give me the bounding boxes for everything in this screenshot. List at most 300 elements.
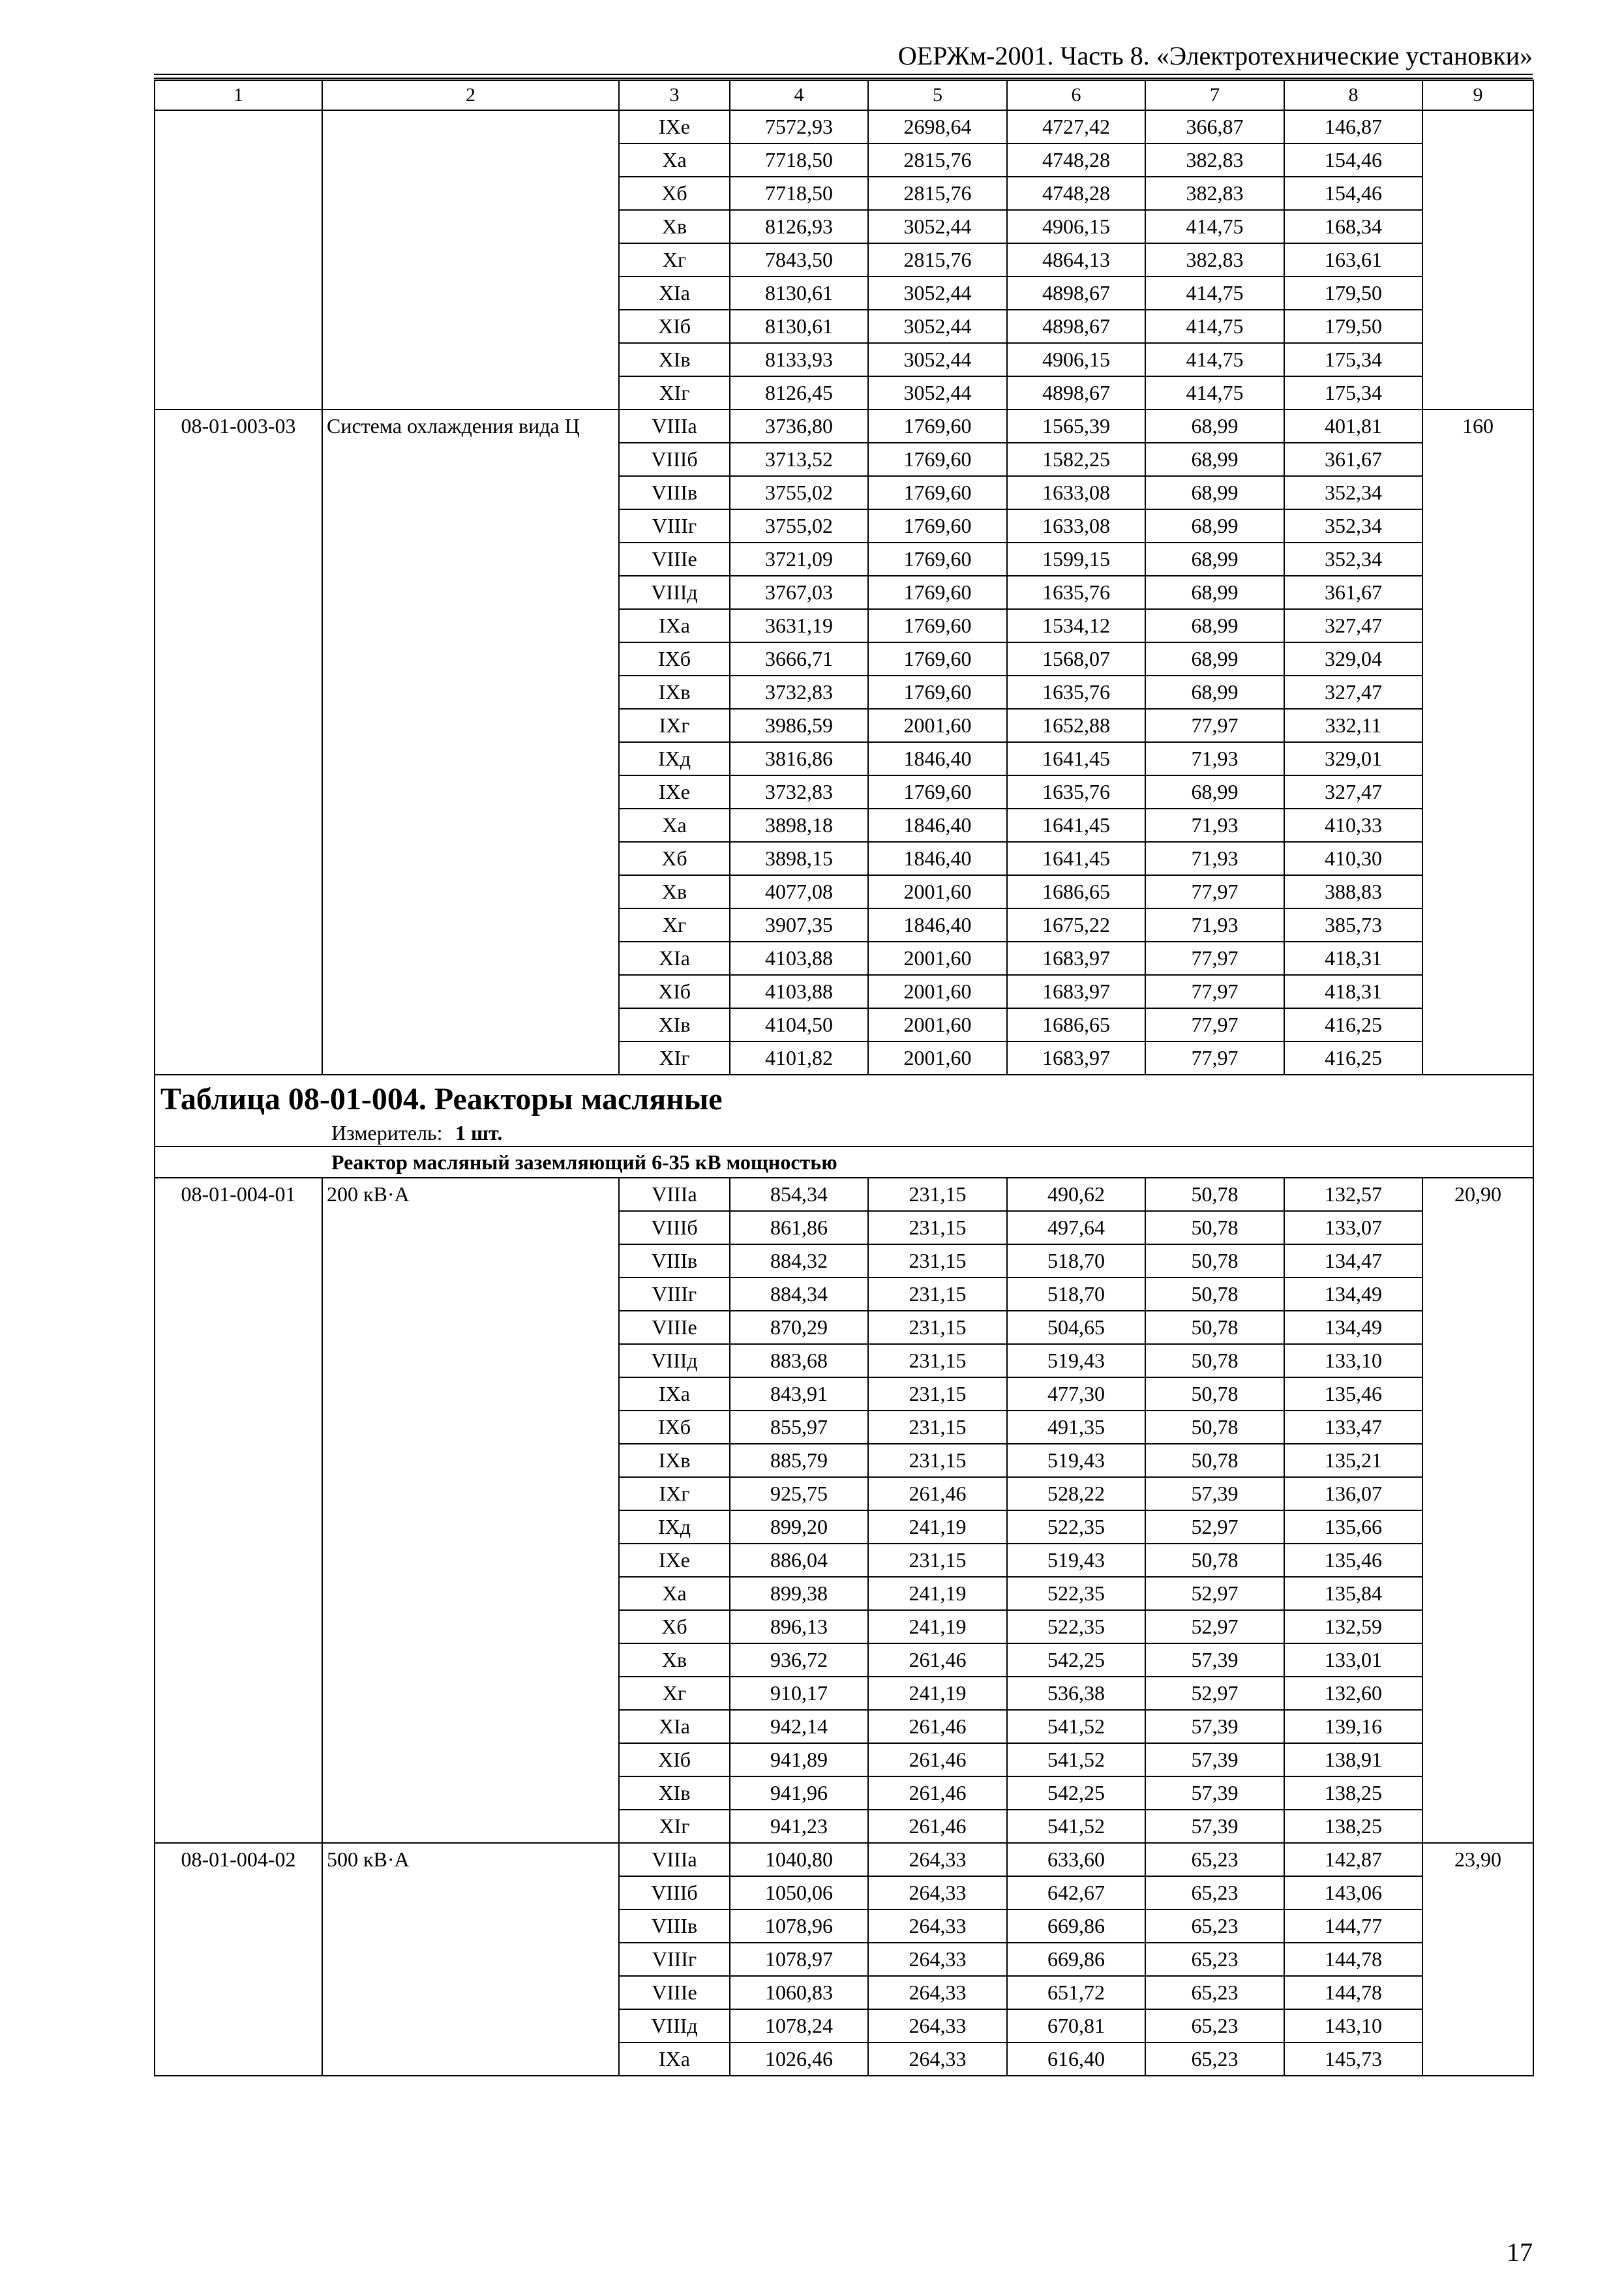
value-cell: 241,19	[868, 1577, 1007, 1610]
value-cell: 416,25	[1284, 1008, 1422, 1041]
measure-row	[155, 1120, 1533, 1146]
value-cell: 414,75	[1145, 310, 1284, 343]
zone-cell: Xб	[619, 177, 730, 210]
rate-cell: 23,90	[1422, 1843, 1533, 2076]
table-body	[155, 80, 1533, 2076]
value-cell: 410,33	[1284, 809, 1422, 842]
value-cell: 175,34	[1284, 376, 1422, 410]
value-cell: 175,34	[1284, 343, 1422, 376]
zone-cell: Xа	[619, 143, 730, 177]
value-cell: 134,47	[1284, 1244, 1422, 1278]
zone-cell: VIIIа	[619, 1843, 730, 1876]
subheading: Реактор масляный заземляющий 6-35 кВ мощностью	[155, 1146, 1533, 1178]
value-cell: 633,60	[1007, 1843, 1145, 1876]
value-cell: 491,35	[1007, 1411, 1145, 1444]
table-row	[155, 1843, 1533, 1876]
value-cell: 138,25	[1284, 1776, 1422, 1810]
zone-cell: Xб	[619, 842, 730, 875]
value-cell: 329,04	[1284, 642, 1422, 676]
measure-cell	[155, 1120, 1533, 1146]
value-cell: 2698,64	[868, 110, 1007, 143]
value-cell: 132,57	[1284, 1178, 1422, 1211]
item-code: 08-01-004-02	[155, 1843, 322, 2076]
value-cell: 241,19	[868, 1610, 1007, 1643]
section-title: Таблица 08-01-004. Реакторы масляные	[155, 1075, 1533, 1120]
zone-cell: VIIIв	[619, 476, 730, 509]
value-cell: 4727,42	[1007, 110, 1145, 143]
value-cell: 71,93	[1145, 809, 1284, 842]
value-cell: 1641,45	[1007, 842, 1145, 875]
value-cell: 231,15	[868, 1311, 1007, 1344]
column-number: 1	[155, 80, 322, 110]
value-cell: 50,78	[1145, 1444, 1284, 1477]
value-cell: 65,23	[1145, 2042, 1284, 2076]
rate-cell	[1422, 110, 1533, 410]
column-number-row	[155, 80, 1533, 110]
value-cell: 231,15	[868, 1444, 1007, 1477]
value-cell: 899,38	[730, 1577, 868, 1610]
value-cell: 65,23	[1145, 1909, 1284, 1943]
value-cell: 1633,08	[1007, 476, 1145, 509]
value-cell: 1078,96	[730, 1909, 868, 1943]
zone-cell: XIв	[619, 343, 730, 376]
zone-cell: IXб	[619, 642, 730, 676]
value-cell: 68,99	[1145, 642, 1284, 676]
value-cell: 541,52	[1007, 1743, 1145, 1776]
value-cell: 3732,83	[730, 676, 868, 709]
value-cell: 352,34	[1284, 476, 1422, 509]
value-cell: 146,87	[1284, 110, 1422, 143]
value-cell: 2001,60	[868, 975, 1007, 1008]
value-cell: 7572,93	[730, 110, 868, 143]
header-rule-double	[154, 78, 1533, 79]
value-cell: 3052,44	[868, 343, 1007, 376]
value-cell: 1078,97	[730, 1943, 868, 1976]
value-cell: 522,35	[1007, 1510, 1145, 1544]
value-cell: 132,60	[1284, 1677, 1422, 1710]
item-name-continued	[322, 110, 619, 410]
value-cell: 50,78	[1145, 1211, 1284, 1244]
value-cell: 669,86	[1007, 1909, 1145, 1943]
value-cell: 77,97	[1145, 709, 1284, 742]
item-code: 08-01-003-03	[155, 410, 322, 1075]
value-cell: 642,67	[1007, 1876, 1145, 1909]
rate-cell: 160	[1422, 410, 1533, 1075]
value-cell: 414,75	[1145, 376, 1284, 410]
value-cell: 135,46	[1284, 1544, 1422, 1577]
column-number: 8	[1284, 80, 1422, 110]
value-cell: 1641,45	[1007, 809, 1145, 842]
value-cell: 50,78	[1145, 1544, 1284, 1577]
value-cell: 1565,39	[1007, 410, 1145, 443]
value-cell: 885,79	[730, 1444, 868, 1477]
value-cell: 942,14	[730, 1710, 868, 1743]
value-cell: 50,78	[1145, 1377, 1284, 1411]
value-cell: 477,30	[1007, 1377, 1145, 1411]
value-cell: 264,33	[868, 1943, 1007, 1976]
value-cell: 843,91	[730, 1377, 868, 1411]
value-cell: 1060,83	[730, 1976, 868, 2009]
zone-cell: IXа	[619, 1377, 730, 1411]
value-cell: 154,46	[1284, 143, 1422, 177]
zone-cell: Xв	[619, 1643, 730, 1677]
value-cell: 1635,76	[1007, 676, 1145, 709]
value-cell: 3816,86	[730, 742, 868, 775]
value-cell: 231,15	[868, 1344, 1007, 1377]
value-cell: 1534,12	[1007, 609, 1145, 642]
value-cell: 231,15	[868, 1178, 1007, 1211]
value-cell: 68,99	[1145, 476, 1284, 509]
value-cell: 8130,61	[730, 277, 868, 310]
value-cell: 2001,60	[868, 709, 1007, 742]
zone-cell: VIIIе	[619, 1311, 730, 1344]
value-cell: 77,97	[1145, 1008, 1284, 1041]
value-cell: 541,52	[1007, 1710, 1145, 1743]
value-cell: 264,33	[868, 2042, 1007, 2076]
zone-cell: Xв	[619, 210, 730, 243]
zone-cell: IXа	[619, 2042, 730, 2076]
zone-cell: IXб	[619, 1411, 730, 1444]
column-number: 5	[868, 80, 1007, 110]
value-cell: 4101,82	[730, 1041, 868, 1075]
zone-cell: VIIIг	[619, 1943, 730, 1976]
value-cell: 65,23	[1145, 2009, 1284, 2042]
zone-cell: XIб	[619, 975, 730, 1008]
value-cell: 264,33	[868, 2009, 1007, 2042]
value-cell: 352,34	[1284, 543, 1422, 576]
value-cell: 144,78	[1284, 1976, 1422, 2009]
zone-cell: IXе	[619, 110, 730, 143]
value-cell: 68,99	[1145, 676, 1284, 709]
value-cell: 332,11	[1284, 709, 1422, 742]
zone-cell: XIб	[619, 1743, 730, 1776]
value-cell: 1769,60	[868, 443, 1007, 476]
value-cell: 4898,67	[1007, 277, 1145, 310]
value-cell: 1846,40	[868, 842, 1007, 875]
zone-cell: Xа	[619, 1577, 730, 1610]
value-cell: 50,78	[1145, 1178, 1284, 1211]
value-cell: 651,72	[1007, 1976, 1145, 2009]
value-cell: 536,38	[1007, 1677, 1145, 1710]
value-cell: 519,43	[1007, 1444, 1145, 1477]
measure-label: Измеритель:	[331, 1121, 443, 1144]
value-cell: 1683,97	[1007, 975, 1145, 1008]
value-cell: 241,19	[868, 1510, 1007, 1544]
value-cell: 1633,08	[1007, 509, 1145, 543]
zone-cell: XIг	[619, 376, 730, 410]
value-cell: 418,31	[1284, 975, 1422, 1008]
zone-cell: VIIIг	[619, 1278, 730, 1311]
column-number: 6	[1007, 80, 1145, 110]
column-number: 2	[322, 80, 619, 110]
value-cell: 65,23	[1145, 1976, 1284, 2009]
value-cell: 163,61	[1284, 243, 1422, 277]
value-cell: 68,99	[1145, 775, 1284, 809]
value-cell: 136,07	[1284, 1477, 1422, 1510]
value-cell: 3631,19	[730, 609, 868, 642]
value-cell: 7843,50	[730, 243, 868, 277]
value-cell: 1683,97	[1007, 942, 1145, 975]
value-cell: 4864,13	[1007, 243, 1145, 277]
zone-cell: VIIIе	[619, 1976, 730, 2009]
value-cell: 3907,35	[730, 908, 868, 942]
zone-cell: VIIIб	[619, 1211, 730, 1244]
value-cell: 135,66	[1284, 1510, 1422, 1544]
zone-cell: VIIIв	[619, 1244, 730, 1278]
value-cell: 542,25	[1007, 1776, 1145, 1810]
value-cell: 1683,97	[1007, 1041, 1145, 1075]
value-cell: 65,23	[1145, 1876, 1284, 1909]
value-cell: 3736,80	[730, 410, 868, 443]
zone-cell: VIIIб	[619, 1876, 730, 1909]
value-cell: 616,40	[1007, 2042, 1145, 2076]
value-cell: 135,21	[1284, 1444, 1422, 1477]
value-cell: 2815,76	[868, 143, 1007, 177]
value-cell: 519,43	[1007, 1344, 1145, 1377]
value-cell: 504,65	[1007, 1311, 1145, 1344]
value-cell: 518,70	[1007, 1244, 1145, 1278]
rate-cell: 20,90	[1422, 1178, 1533, 1843]
value-cell: 522,35	[1007, 1610, 1145, 1643]
section-title-row	[155, 1075, 1533, 1120]
value-cell: 264,33	[868, 1843, 1007, 1876]
value-cell: 414,75	[1145, 277, 1284, 310]
column-number: 9	[1422, 80, 1533, 110]
value-cell: 490,62	[1007, 1178, 1145, 1211]
value-cell: 414,75	[1145, 343, 1284, 376]
value-cell: 145,73	[1284, 2042, 1422, 2076]
value-cell: 416,25	[1284, 1041, 1422, 1075]
zone-cell: IXв	[619, 676, 730, 709]
value-cell: 154,46	[1284, 177, 1422, 210]
value-cell: 231,15	[868, 1211, 1007, 1244]
value-cell: 8130,61	[730, 310, 868, 343]
header-rule	[154, 74, 1533, 75]
zone-cell: IXв	[619, 1444, 730, 1477]
value-cell: 179,50	[1284, 310, 1422, 343]
column-number: 3	[619, 80, 730, 110]
value-cell: 3898,18	[730, 809, 868, 842]
value-cell: 71,93	[1145, 908, 1284, 942]
value-cell: 1568,07	[1007, 642, 1145, 676]
value-cell: 231,15	[868, 1411, 1007, 1444]
value-cell: 261,46	[868, 1776, 1007, 1810]
value-cell: 1769,60	[868, 642, 1007, 676]
value-cell: 2001,60	[868, 1041, 1007, 1075]
value-cell: 4898,67	[1007, 310, 1145, 343]
value-cell: 4104,50	[730, 1008, 868, 1041]
value-cell: 7718,50	[730, 143, 868, 177]
value-cell: 68,99	[1145, 609, 1284, 642]
value-cell: 3755,02	[730, 476, 868, 509]
value-cell: 50,78	[1145, 1344, 1284, 1377]
value-cell: 168,34	[1284, 210, 1422, 243]
value-cell: 3767,03	[730, 576, 868, 609]
value-cell: 366,87	[1145, 110, 1284, 143]
value-cell: 4906,15	[1007, 343, 1145, 376]
value-cell: 139,16	[1284, 1710, 1422, 1743]
value-cell: 2001,60	[868, 1008, 1007, 1041]
zone-cell: VIIIд	[619, 576, 730, 609]
value-cell: 135,46	[1284, 1377, 1422, 1411]
value-cell: 2001,60	[868, 875, 1007, 908]
value-cell: 179,50	[1284, 277, 1422, 310]
value-cell: 886,04	[730, 1544, 868, 1577]
zone-cell: XIа	[619, 942, 730, 975]
value-cell: 1769,60	[868, 476, 1007, 509]
value-cell: 361,67	[1284, 443, 1422, 476]
value-cell: 50,78	[1145, 1278, 1284, 1311]
value-cell: 65,23	[1145, 1843, 1284, 1876]
table-row	[155, 410, 1533, 443]
value-cell: 134,49	[1284, 1278, 1422, 1311]
value-cell: 2001,60	[868, 942, 1007, 975]
value-cell: 68,99	[1145, 509, 1284, 543]
value-cell: 3898,15	[730, 842, 868, 875]
zone-cell: Xг	[619, 1677, 730, 1710]
zone-cell: XIа	[619, 277, 730, 310]
value-cell: 936,72	[730, 1643, 868, 1677]
value-cell: 77,97	[1145, 975, 1284, 1008]
value-cell: 65,23	[1145, 1943, 1284, 1976]
value-cell: 854,34	[730, 1178, 868, 1211]
value-cell: 3755,02	[730, 509, 868, 543]
zone-cell: Xб	[619, 1610, 730, 1643]
value-cell: 3732,83	[730, 775, 868, 809]
value-cell: 1846,40	[868, 908, 1007, 942]
value-cell: 68,99	[1145, 443, 1284, 476]
value-cell: 52,97	[1145, 1510, 1284, 1544]
value-cell: 382,83	[1145, 143, 1284, 177]
zone-cell: IXа	[619, 609, 730, 642]
value-cell: 361,67	[1284, 576, 1422, 609]
value-cell: 870,29	[730, 1311, 868, 1344]
value-cell: 2815,76	[868, 243, 1007, 277]
value-cell: 884,32	[730, 1244, 868, 1278]
zone-cell: IXг	[619, 1477, 730, 1510]
value-cell: 138,91	[1284, 1743, 1422, 1776]
zone-cell: XIб	[619, 310, 730, 343]
value-cell: 52,97	[1145, 1677, 1284, 1710]
zone-cell: Xг	[619, 908, 730, 942]
value-cell: 1769,60	[868, 509, 1007, 543]
value-cell: 1652,88	[1007, 709, 1145, 742]
value-cell: 71,93	[1145, 742, 1284, 775]
value-cell: 261,46	[868, 1810, 1007, 1843]
value-cell: 8126,93	[730, 210, 868, 243]
value-cell: 231,15	[868, 1544, 1007, 1577]
item-name: 500 кВ·А	[322, 1843, 619, 2076]
zone-cell: XIв	[619, 1008, 730, 1041]
zone-cell: XIв	[619, 1776, 730, 1810]
value-cell: 138,25	[1284, 1810, 1422, 1843]
value-cell: 68,99	[1145, 410, 1284, 443]
value-cell: 899,20	[730, 1510, 868, 1544]
value-cell: 884,34	[730, 1278, 868, 1311]
zone-cell: VIIIб	[619, 443, 730, 476]
value-cell: 542,25	[1007, 1643, 1145, 1677]
value-cell: 1078,24	[730, 2009, 868, 2042]
value-cell: 4748,28	[1007, 177, 1145, 210]
value-cell: 133,10	[1284, 1344, 1422, 1377]
value-cell: 71,93	[1145, 842, 1284, 875]
value-cell: 925,75	[730, 1477, 868, 1510]
value-cell: 522,35	[1007, 1577, 1145, 1610]
zone-cell: Xг	[619, 243, 730, 277]
value-cell: 519,43	[1007, 1544, 1145, 1577]
value-cell: 385,73	[1284, 908, 1422, 942]
value-cell: 231,15	[868, 1244, 1007, 1278]
value-cell: 941,96	[730, 1776, 868, 1810]
document-header: ОЕРЖм-2001. Часть 8. «Электротехнические установки»	[897, 41, 1533, 70]
value-cell: 329,01	[1284, 742, 1422, 775]
value-cell: 68,99	[1145, 576, 1284, 609]
zone-cell: Xв	[619, 875, 730, 908]
value-cell: 382,83	[1145, 243, 1284, 277]
value-cell: 3666,71	[730, 642, 868, 676]
item-code: 08-01-004-01	[155, 1178, 322, 1843]
zone-cell: IXд	[619, 742, 730, 775]
value-cell: 8126,45	[730, 376, 868, 410]
value-cell: 261,46	[868, 1643, 1007, 1677]
value-cell: 883,68	[730, 1344, 868, 1377]
value-cell: 142,87	[1284, 1843, 1422, 1876]
value-cell: 231,15	[868, 1377, 1007, 1411]
page-number: 17	[1507, 2237, 1533, 2267]
value-cell: 528,22	[1007, 1477, 1145, 1510]
value-cell: 4103,88	[730, 975, 868, 1008]
value-cell: 57,39	[1145, 1776, 1284, 1810]
value-cell: 135,84	[1284, 1577, 1422, 1610]
value-cell: 52,97	[1145, 1610, 1284, 1643]
item-name: 200 кВ·А	[322, 1178, 619, 1843]
value-cell: 4103,88	[730, 942, 868, 975]
value-cell: 3052,44	[868, 376, 1007, 410]
value-cell: 1675,22	[1007, 908, 1145, 942]
value-cell: 52,97	[1145, 1577, 1284, 1610]
value-cell: 133,07	[1284, 1211, 1422, 1244]
value-cell: 7718,50	[730, 177, 868, 210]
table-row	[155, 1178, 1533, 1211]
value-cell: 4077,08	[730, 875, 868, 908]
value-cell: 1846,40	[868, 809, 1007, 842]
value-cell: 861,86	[730, 1211, 868, 1244]
value-cell: 1582,25	[1007, 443, 1145, 476]
value-cell: 418,31	[1284, 942, 1422, 975]
value-cell: 941,23	[730, 1810, 868, 1843]
value-cell: 3052,44	[868, 277, 1007, 310]
zone-cell: VIIIе	[619, 543, 730, 576]
value-cell: 1846,40	[868, 742, 1007, 775]
value-cell: 57,39	[1145, 1643, 1284, 1677]
value-cell: 144,78	[1284, 1943, 1422, 1976]
value-cell: 896,13	[730, 1610, 868, 1643]
zone-cell: IXе	[619, 1544, 730, 1577]
value-cell: 50,78	[1145, 1311, 1284, 1344]
measure-value: 1 шт.	[455, 1121, 503, 1144]
value-cell: 327,47	[1284, 609, 1422, 642]
value-cell: 68,99	[1145, 543, 1284, 576]
value-cell: 4898,67	[1007, 376, 1145, 410]
value-cell: 388,83	[1284, 875, 1422, 908]
item-code-continued	[155, 110, 322, 410]
value-cell: 264,33	[868, 1909, 1007, 1943]
table-row	[155, 110, 1533, 143]
value-cell: 261,46	[868, 1477, 1007, 1510]
value-cell: 497,64	[1007, 1211, 1145, 1244]
value-cell: 3986,59	[730, 709, 868, 742]
value-cell: 144,77	[1284, 1909, 1422, 1943]
